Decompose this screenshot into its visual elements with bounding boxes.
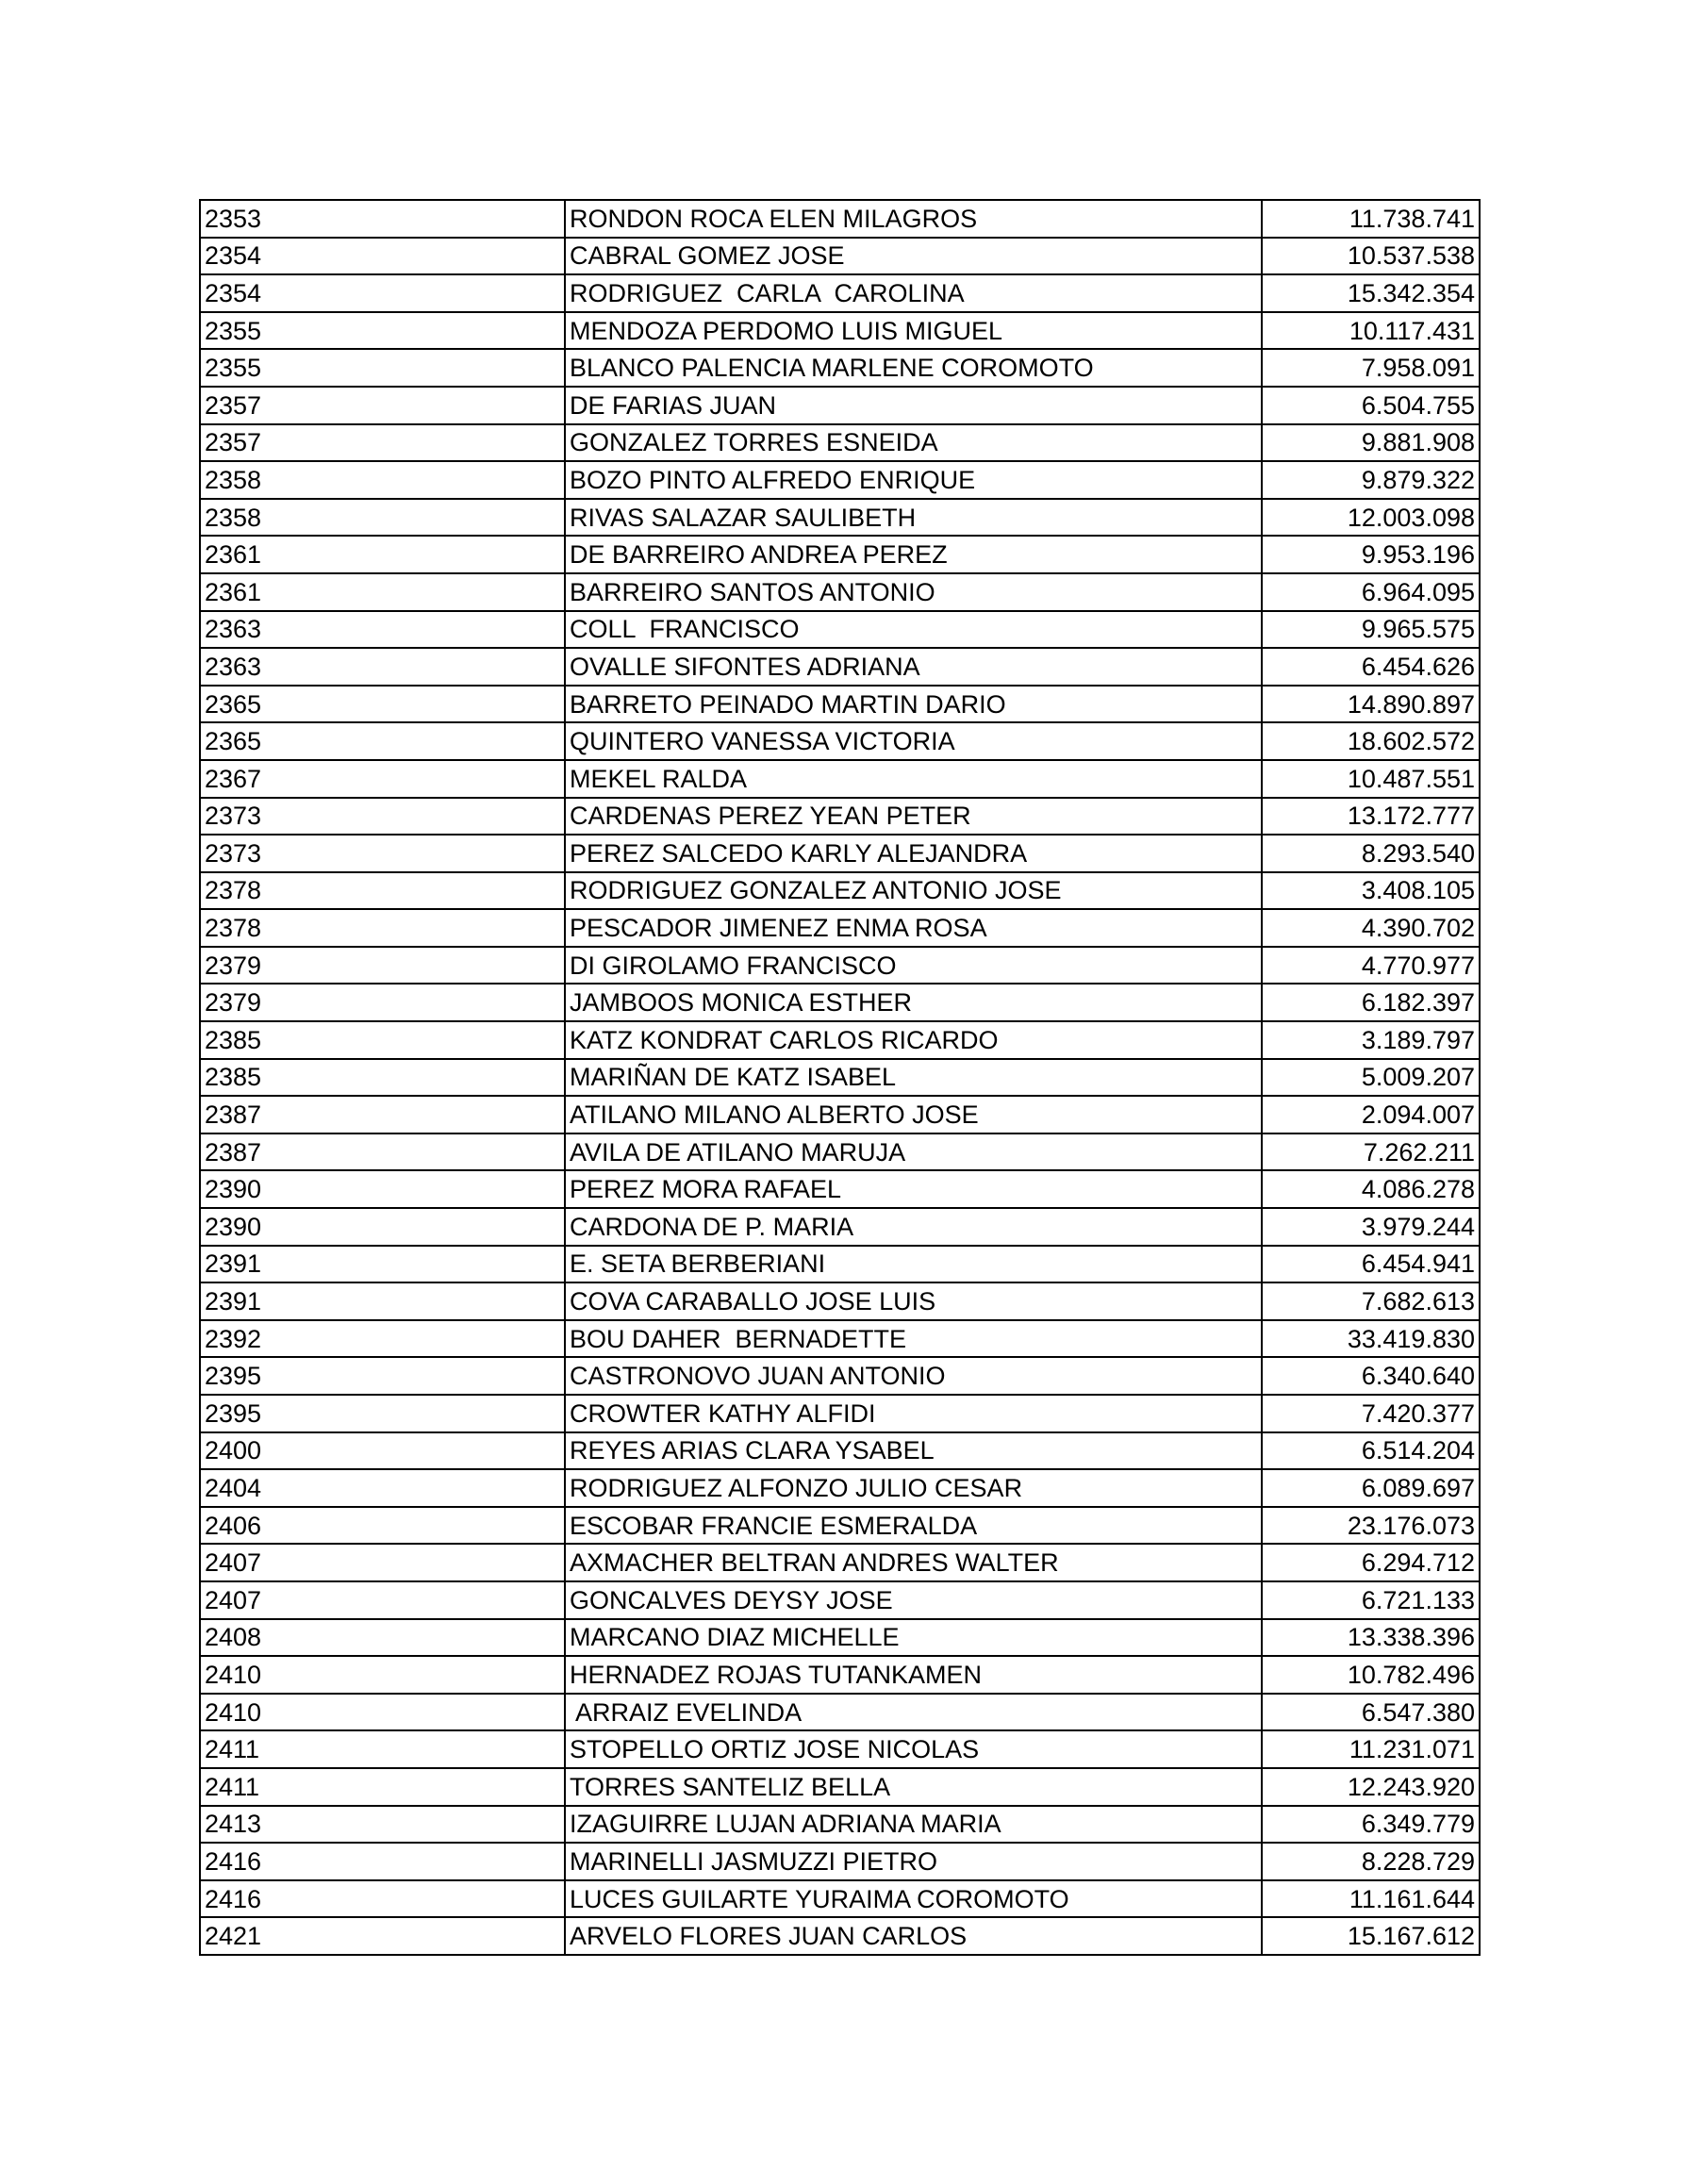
table-row — [200, 1619, 1480, 1657]
table-row — [200, 1246, 1480, 1283]
row-id-cell: 2378 — [200, 872, 565, 910]
table-row — [200, 722, 1480, 760]
row-id-cell: 2373 — [200, 835, 565, 872]
row-amount-cell: 10.117.431 — [1262, 312, 1480, 350]
row-id-cell: 2365 — [200, 686, 565, 723]
row-name-cell: RIVAS SALAZAR SAULIBETH — [565, 499, 1262, 537]
row-id-cell: 2413 — [200, 1806, 565, 1844]
table-row — [200, 1843, 1480, 1880]
row-amount-cell: 10.782.496 — [1262, 1656, 1480, 1694]
row-id-cell: 2404 — [200, 1469, 565, 1507]
row-amount-cell: 6.964.095 — [1262, 573, 1480, 611]
row-amount-cell: 9.953.196 — [1262, 536, 1480, 573]
row-id-cell: 2353 — [200, 200, 565, 238]
row-amount-cell: 9.879.322 — [1262, 461, 1480, 499]
row-id-cell: 2367 — [200, 760, 565, 798]
row-amount-cell: 12.243.920 — [1262, 1768, 1480, 1806]
row-amount-cell: 9.965.575 — [1262, 611, 1480, 649]
row-id-cell: 2395 — [200, 1357, 565, 1395]
row-id-cell: 2410 — [200, 1656, 565, 1694]
table-row — [200, 1917, 1480, 1955]
table-row — [200, 1469, 1480, 1507]
table-row — [200, 1059, 1480, 1097]
table-row — [200, 536, 1480, 573]
table-row — [200, 200, 1480, 238]
row-name-cell: MARCANO DIAZ MICHELLE — [565, 1619, 1262, 1657]
row-name-cell: BARREIRO SANTOS ANTONIO — [565, 573, 1262, 611]
row-amount-cell: 10.537.538 — [1262, 238, 1480, 275]
row-name-cell: REYES ARIAS CLARA YSABEL — [565, 1432, 1262, 1470]
row-name-cell: MARINELLI JASMUZZI PIETRO — [565, 1843, 1262, 1880]
row-name-cell: E. SETA BERBERIANI — [565, 1246, 1262, 1283]
row-amount-cell: 10.487.551 — [1262, 760, 1480, 798]
row-amount-cell: 13.172.777 — [1262, 798, 1480, 836]
table-row — [200, 312, 1480, 350]
row-amount-cell: 6.089.697 — [1262, 1469, 1480, 1507]
row-id-cell: 2390 — [200, 1208, 565, 1246]
row-amount-cell: 6.454.941 — [1262, 1246, 1480, 1283]
table-row — [200, 1208, 1480, 1246]
row-amount-cell: 23.176.073 — [1262, 1507, 1480, 1545]
row-amount-cell: 11.161.644 — [1262, 1880, 1480, 1918]
row-name-cell: DE FARIAS JUAN — [565, 387, 1262, 424]
row-name-cell: CROWTER KATHY ALFIDI — [565, 1395, 1262, 1432]
row-id-cell: 2408 — [200, 1619, 565, 1657]
row-name-cell: BARRETO PEINADO MARTIN DARIO — [565, 686, 1262, 723]
table-row — [200, 1581, 1480, 1619]
row-name-cell: PESCADOR JIMENEZ ENMA ROSA — [565, 909, 1262, 947]
row-id-cell: 2390 — [200, 1170, 565, 1208]
row-name-cell: CABRAL GOMEZ JOSE — [565, 238, 1262, 275]
table-row — [200, 274, 1480, 312]
table-row — [200, 573, 1480, 611]
row-amount-cell: 11.738.741 — [1262, 200, 1480, 238]
row-name-cell: STOPELLO ORTIZ JOSE NICOLAS — [565, 1730, 1262, 1768]
table-row — [200, 1282, 1480, 1320]
row-id-cell: 2410 — [200, 1694, 565, 1731]
row-amount-cell: 7.958.091 — [1262, 349, 1480, 387]
table-row — [200, 461, 1480, 499]
row-amount-cell: 6.182.397 — [1262, 984, 1480, 1021]
row-amount-cell: 4.086.278 — [1262, 1170, 1480, 1208]
row-name-cell: KATZ KONDRAT CARLOS RICARDO — [565, 1021, 1262, 1059]
row-amount-cell: 6.349.779 — [1262, 1806, 1480, 1844]
table-row — [200, 1880, 1480, 1918]
table-row — [200, 1656, 1480, 1694]
row-amount-cell: 6.547.380 — [1262, 1694, 1480, 1731]
table-row — [200, 1021, 1480, 1059]
table-row — [200, 1395, 1480, 1432]
row-name-cell: JAMBOOS MONICA ESTHER — [565, 984, 1262, 1021]
row-id-cell: 2387 — [200, 1096, 565, 1133]
row-amount-cell: 6.454.626 — [1262, 648, 1480, 686]
row-amount-cell: 11.231.071 — [1262, 1730, 1480, 1768]
row-amount-cell: 6.294.712 — [1262, 1544, 1480, 1581]
row-amount-cell: 4.770.977 — [1262, 947, 1480, 984]
row-id-cell: 2357 — [200, 387, 565, 424]
row-amount-cell: 7.682.613 — [1262, 1282, 1480, 1320]
row-name-cell: COVA CARABALLO JOSE LUIS — [565, 1282, 1262, 1320]
table-row — [200, 611, 1480, 649]
table-row — [200, 1096, 1480, 1133]
row-id-cell: 2407 — [200, 1544, 565, 1581]
row-amount-cell: 15.342.354 — [1262, 274, 1480, 312]
row-amount-cell: 3.189.797 — [1262, 1021, 1480, 1059]
row-amount-cell: 9.881.908 — [1262, 424, 1480, 462]
table-row — [200, 1694, 1480, 1731]
row-id-cell: 2358 — [200, 499, 565, 537]
row-name-cell: RODRIGUEZ CARLA CAROLINA — [565, 274, 1262, 312]
row-name-cell: GONCALVES DEYSY JOSE — [565, 1581, 1262, 1619]
row-name-cell: BLANCO PALENCIA MARLENE COROMOTO — [565, 349, 1262, 387]
table-row — [200, 1357, 1480, 1395]
row-name-cell: IZAGUIRRE LUJAN ADRIANA MARIA — [565, 1806, 1262, 1844]
row-name-cell: AVILA DE ATILANO MARUJA — [565, 1133, 1262, 1171]
row-id-cell: 2400 — [200, 1432, 565, 1470]
table-row — [200, 387, 1480, 424]
table-row — [200, 1730, 1480, 1768]
row-id-cell: 2392 — [200, 1320, 565, 1358]
row-id-cell: 2416 — [200, 1843, 565, 1880]
row-amount-cell: 3.408.105 — [1262, 872, 1480, 910]
table-row — [200, 984, 1480, 1021]
table-row — [200, 1170, 1480, 1208]
table-row — [200, 798, 1480, 836]
row-name-cell: COLL FRANCISCO — [565, 611, 1262, 649]
row-name-cell: BOZO PINTO ALFREDO ENRIQUE — [565, 461, 1262, 499]
row-amount-cell: 5.009.207 — [1262, 1059, 1480, 1097]
row-id-cell: 2355 — [200, 349, 565, 387]
row-name-cell: QUINTERO VANESSA VICTORIA — [565, 722, 1262, 760]
table-row — [200, 835, 1480, 872]
row-name-cell: DI GIROLAMO FRANCISCO — [565, 947, 1262, 984]
row-name-cell: CARDENAS PEREZ YEAN PETER — [565, 798, 1262, 836]
table-row — [200, 1432, 1480, 1470]
row-amount-cell: 2.094.007 — [1262, 1096, 1480, 1133]
ledger-table — [199, 199, 1481, 1956]
table-row — [200, 1544, 1480, 1581]
row-id-cell: 2378 — [200, 909, 565, 947]
row-id-cell: 2361 — [200, 536, 565, 573]
table-row — [200, 499, 1480, 537]
row-id-cell: 2395 — [200, 1395, 565, 1432]
table-row — [200, 1806, 1480, 1844]
table-row — [200, 686, 1480, 723]
table-row — [200, 424, 1480, 462]
row-id-cell: 2363 — [200, 611, 565, 649]
row-id-cell: 2407 — [200, 1581, 565, 1619]
row-id-cell: 2354 — [200, 274, 565, 312]
row-id-cell: 2421 — [200, 1917, 565, 1955]
table-row — [200, 1507, 1480, 1545]
row-id-cell: 2361 — [200, 573, 565, 611]
table-row — [200, 909, 1480, 947]
row-name-cell: BOU DAHER BERNADETTE — [565, 1320, 1262, 1358]
row-name-cell: TORRES SANTELIZ BELLA — [565, 1768, 1262, 1806]
row-name-cell: RODRIGUEZ GONZALEZ ANTONIO JOSE — [565, 872, 1262, 910]
row-amount-cell: 12.003.098 — [1262, 499, 1480, 537]
row-id-cell: 2391 — [200, 1282, 565, 1320]
row-amount-cell: 33.419.830 — [1262, 1320, 1480, 1358]
row-amount-cell: 3.979.244 — [1262, 1208, 1480, 1246]
row-id-cell: 2379 — [200, 947, 565, 984]
row-amount-cell: 7.420.377 — [1262, 1395, 1480, 1432]
row-id-cell: 2355 — [200, 312, 565, 350]
row-name-cell: ESCOBAR FRANCIE ESMERALDA — [565, 1507, 1262, 1545]
row-name-cell: RODRIGUEZ ALFONZO JULIO CESAR — [565, 1469, 1262, 1507]
table-row — [200, 238, 1480, 275]
row-id-cell: 2358 — [200, 461, 565, 499]
row-amount-cell: 4.390.702 — [1262, 909, 1480, 947]
ledger-table-body — [200, 200, 1480, 1955]
row-amount-cell: 6.514.204 — [1262, 1432, 1480, 1470]
row-name-cell: DE BARREIRO ANDREA PEREZ — [565, 536, 1262, 573]
row-name-cell: CARDONA DE P. MARIA — [565, 1208, 1262, 1246]
row-name-cell: LUCES GUILARTE YURAIMA COROMOTO — [565, 1880, 1262, 1918]
row-name-cell: MARIÑAN DE KATZ ISABEL — [565, 1059, 1262, 1097]
row-name-cell: ARVELO FLORES JUAN CARLOS — [565, 1917, 1262, 1955]
row-amount-cell: 14.890.897 — [1262, 686, 1480, 723]
row-name-cell: MEKEL RALDA — [565, 760, 1262, 798]
row-amount-cell: 6.340.640 — [1262, 1357, 1480, 1395]
table-row — [200, 872, 1480, 910]
row-id-cell: 2406 — [200, 1507, 565, 1545]
row-name-cell: HERNADEZ ROJAS TUTANKAMEN — [565, 1656, 1262, 1694]
row-amount-cell: 7.262.211 — [1262, 1133, 1480, 1171]
table-row — [200, 760, 1480, 798]
row-name-cell: PEREZ SALCEDO KARLY ALEJANDRA — [565, 835, 1262, 872]
row-name-cell: AXMACHER BELTRAN ANDRES WALTER — [565, 1544, 1262, 1581]
table-row — [200, 648, 1480, 686]
row-name-cell: ATILANO MILANO ALBERTO JOSE — [565, 1096, 1262, 1133]
row-name-cell: OVALLE SIFONTES ADRIANA — [565, 648, 1262, 686]
row-amount-cell: 18.602.572 — [1262, 722, 1480, 760]
row-name-cell: PEREZ MORA RAFAEL — [565, 1170, 1262, 1208]
row-id-cell: 2365 — [200, 722, 565, 760]
row-amount-cell: 15.167.612 — [1262, 1917, 1480, 1955]
row-amount-cell: 6.721.133 — [1262, 1581, 1480, 1619]
row-id-cell: 2379 — [200, 984, 565, 1021]
row-id-cell: 2387 — [200, 1133, 565, 1171]
row-amount-cell: 6.504.755 — [1262, 387, 1480, 424]
row-amount-cell: 13.338.396 — [1262, 1619, 1480, 1657]
row-id-cell: 2385 — [200, 1059, 565, 1097]
row-name-cell: CASTRONOVO JUAN ANTONIO — [565, 1357, 1262, 1395]
row-id-cell: 2385 — [200, 1021, 565, 1059]
row-name-cell: GONZALEZ TORRES ESNEIDA — [565, 424, 1262, 462]
row-amount-cell: 8.293.540 — [1262, 835, 1480, 872]
table-row — [200, 349, 1480, 387]
row-id-cell: 2391 — [200, 1246, 565, 1283]
row-id-cell: 2373 — [200, 798, 565, 836]
row-amount-cell: 8.228.729 — [1262, 1843, 1480, 1880]
table-row — [200, 1768, 1480, 1806]
row-name-cell: RONDON ROCA ELEN MILAGROS — [565, 200, 1262, 238]
row-name-cell: MENDOZA PERDOMO LUIS MIGUEL — [565, 312, 1262, 350]
row-name-cell: ARRAIZ EVELINDA — [565, 1694, 1262, 1731]
table-row — [200, 1320, 1480, 1358]
row-id-cell: 2363 — [200, 648, 565, 686]
row-id-cell: 2354 — [200, 238, 565, 275]
table-row — [200, 947, 1480, 984]
row-id-cell: 2411 — [200, 1730, 565, 1768]
row-id-cell: 2411 — [200, 1768, 565, 1806]
row-id-cell: 2416 — [200, 1880, 565, 1918]
row-id-cell: 2357 — [200, 424, 565, 462]
table-row — [200, 1133, 1480, 1171]
